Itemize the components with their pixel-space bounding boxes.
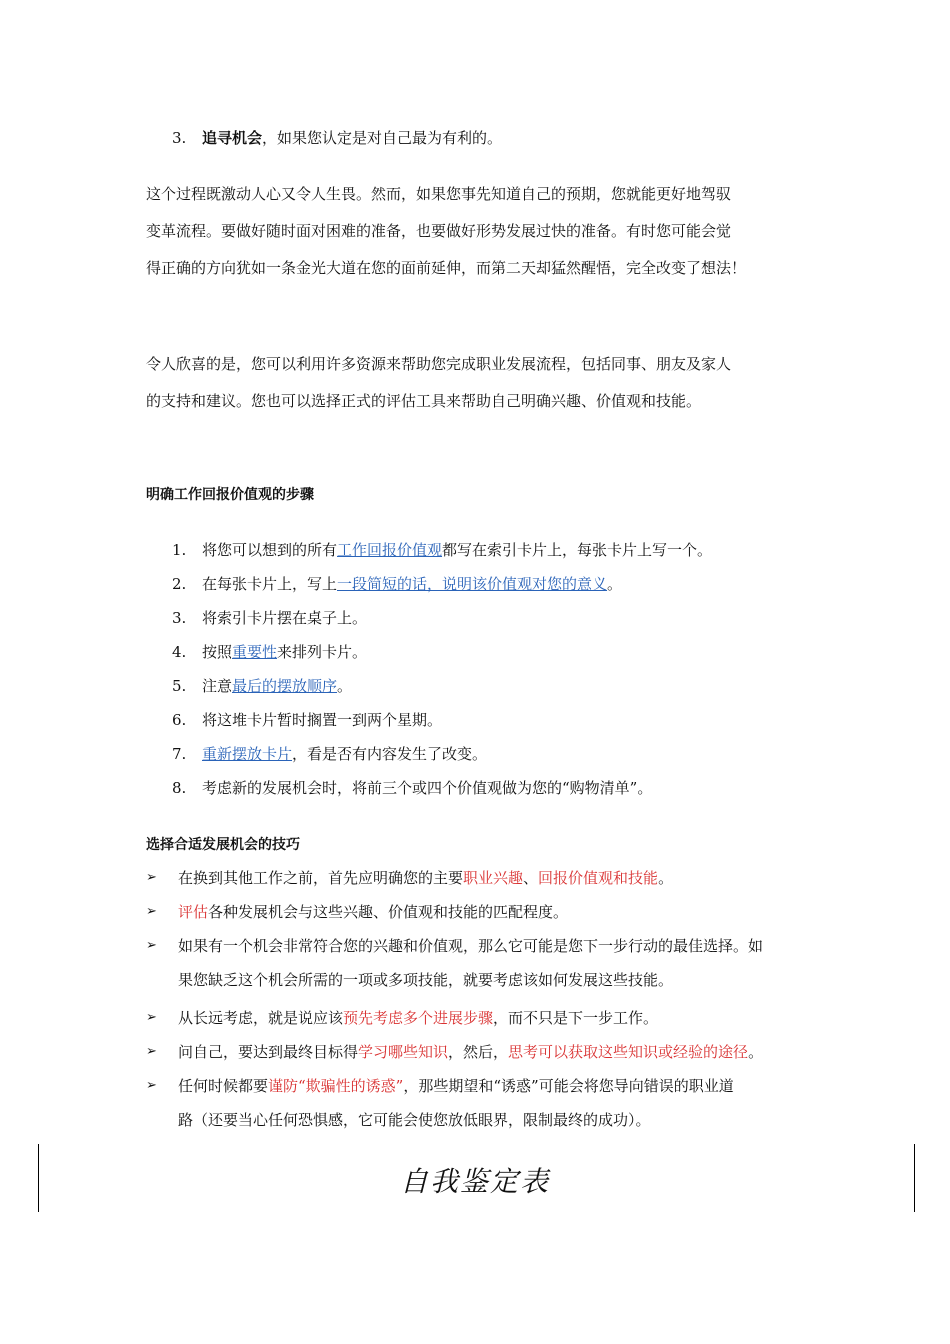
tip-text: 、 — [523, 869, 539, 887]
step-text: 将索引卡片摆在桌子上。 — [202, 609, 368, 627]
step-item — [172, 710, 442, 730]
tip-highlight: 职业兴趣 — [463, 869, 524, 887]
tip-text: 问自己，要达到最终目标得 — [178, 1043, 359, 1061]
step-text: 。 — [337, 677, 353, 695]
tip-text: ，而不只是下一步工作。 — [493, 1009, 659, 1027]
tip-text: 任何时候都要 — [178, 1077, 269, 1095]
tip-text: 路（还要当心任何恐惧感，它可能会使您放低眼界，限制最终的成功）。 — [178, 1111, 651, 1129]
tip-text: 。 — [658, 869, 674, 887]
paragraph-line: 的支持和建议。您也可以选择正式的评估工具来帮助自己明确兴趣、价值观和技能。 — [146, 392, 702, 410]
tips-heading: 选择合适发展机会的技巧 — [146, 837, 300, 853]
step-number: 5. — [172, 677, 187, 695]
step-item — [172, 642, 367, 662]
step-link[interactable]: 工作回报价值观 — [337, 541, 443, 559]
form-title: 自我鉴定表 — [399, 1165, 550, 1198]
paragraph-line: 变革流程。要做好随时面对困难的准备，也要做好形势发展过快的准备。有时您可能会觉 — [146, 222, 732, 240]
step-text: 注意 — [202, 677, 233, 695]
arrow-bullet-icon: ➢ — [146, 1044, 157, 1059]
arrow-bullet-icon: ➢ — [146, 1078, 157, 1093]
step-text: 按照 — [202, 643, 233, 661]
arrow-bullet-icon: ➢ — [146, 870, 157, 885]
step-number: 3. — [172, 609, 187, 627]
intro-rest-text: ，如果您认定是对自己最为有利的。 — [262, 129, 503, 147]
step-link[interactable]: 重新摆放卡片 — [202, 745, 293, 763]
step-text: ，看是否有内容发生了改变。 — [292, 745, 488, 763]
tip-text: 果您缺乏这个机会所需的一项或多项技能，就要考虑该如何发展这些技能。 — [178, 971, 674, 989]
tip-text: 如果有一个机会非常符合您的兴趣和价值观，那么它可能是您下一步行动的最佳选择。如 — [178, 937, 764, 955]
step-item — [172, 778, 652, 798]
step-text: 将您可以想到的所有 — [202, 541, 338, 559]
step-item — [172, 574, 622, 594]
list-number: 3. — [172, 129, 187, 147]
step-item — [172, 676, 352, 696]
step-link[interactable]: 一段简短的话，说明该价值观对您的意义 — [337, 575, 608, 593]
step-number: 7. — [172, 745, 187, 763]
tip-text: ，那些期望和“诱惑”可能会将您导向错误的职业道 — [403, 1077, 734, 1095]
step-text: 在每张卡片上，写上 — [202, 575, 338, 593]
tip-highlight: 评估 — [178, 903, 209, 921]
step-number: 6. — [172, 711, 187, 729]
step-number: 1. — [172, 541, 187, 559]
intro-bold-text: 追寻机会 — [202, 129, 263, 147]
step-number: 8. — [172, 779, 187, 797]
step-item — [172, 540, 712, 560]
tip-highlight: 回报价值观和技能 — [538, 869, 659, 887]
intro-list-item — [172, 128, 502, 148]
step-link[interactable]: 重要性 — [232, 643, 278, 661]
tip-highlight: 学习哪些知识 — [358, 1043, 449, 1061]
step-text: 来排列卡片。 — [277, 643, 368, 661]
arrow-bullet-icon: ➢ — [146, 938, 157, 953]
tip-text: 在换到其他工作之前，首先应明确您的主要 — [178, 869, 464, 887]
tip-highlight: 谨防“欺骗性的诱惑” — [268, 1077, 404, 1095]
paragraph-line: 令人欣喜的是，您可以利用许多资源来帮助您完成职业发展流程，包括同事、朋友及家人 — [146, 355, 732, 373]
step-text: 。 — [607, 575, 623, 593]
tip-text: 各种发展机会与这些兴趣、价值观和技能的匹配程度。 — [208, 903, 569, 921]
steps-heading: 明确工作回报价值观的步骤 — [146, 487, 314, 503]
step-link[interactable]: 最后的摆放顺序 — [232, 677, 338, 695]
arrow-bullet-icon: ➢ — [146, 904, 157, 919]
paragraph-line: 得正确的方向犹如一条金光大道在您的面前延伸，而第二天却猛然醒悟，完全改变了想法！ — [146, 259, 747, 277]
step-text: 考虑新的发展机会时，将前三个或四个价值观做为您的“购物清单”。 — [202, 779, 653, 797]
paragraph-2 — [146, 354, 806, 428]
step-number: 2. — [172, 575, 187, 593]
step-number: 4. — [172, 643, 187, 661]
step-item — [172, 744, 487, 764]
step-text: 将这堆卡片暂时搁置一到两个星期。 — [202, 711, 443, 729]
arrow-bullet-icon: ➢ — [146, 1010, 157, 1025]
step-text: 都写在索引卡片上，每张卡片上写一个。 — [442, 541, 713, 559]
paragraph-1 — [146, 184, 806, 295]
tip-highlight: 思考可以获取这些知识或经验的途径 — [508, 1043, 749, 1061]
step-item — [172, 608, 367, 628]
tip-text: ，然后， — [448, 1043, 509, 1061]
tip-text: 从长远考虑，就是说应该 — [178, 1009, 344, 1027]
tip-text: 。 — [748, 1043, 764, 1061]
paragraph-line: 这个过程既激动人心又令人生畏。然而，如果您事先知道自己的预期，您就能更好地驾驭 — [146, 185, 732, 203]
tip-highlight: 预先考虑多个进展步骤 — [343, 1009, 494, 1027]
